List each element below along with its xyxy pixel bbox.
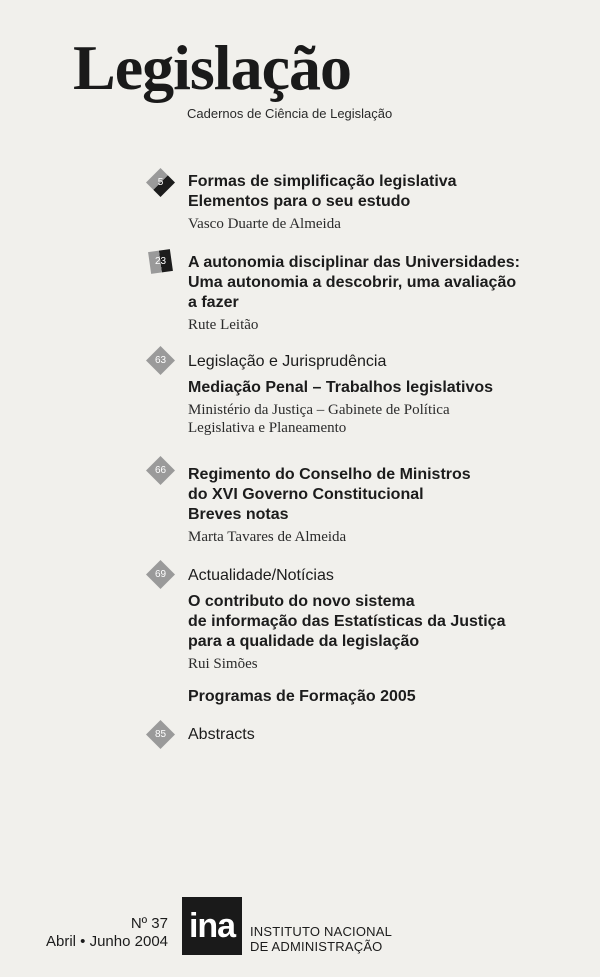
page-badge (148, 722, 173, 747)
page-badge (148, 562, 173, 587)
article-title: Formas de simplificação legislativa Elementos para o seu estudo (188, 173, 457, 210)
page-number: 69 (154, 569, 167, 580)
article-title: O contributo do novo sistema de informação das Estatísticas da Justiça para a qualidade da legislação (188, 593, 506, 650)
page-number: 66 (154, 465, 167, 476)
article-author: Rute Leitão (188, 317, 259, 333)
toc-entry[interactable] (188, 725, 578, 751)
page-number: 23 (154, 256, 167, 267)
toc-entry[interactable] (188, 253, 578, 334)
page-badge (148, 249, 173, 274)
article-author: Ministério da Justiça – Gabinete de Política Legislativa e Planeamento (188, 402, 450, 436)
article-author: Rui Simões (188, 656, 258, 672)
article-title: Mediação Penal – Trabalhos legislativos (188, 379, 494, 396)
toc-entry[interactable] (188, 352, 578, 437)
article-title: Programas de Formação 2005 (188, 688, 416, 705)
section-heading: Actualidade/Notícias (188, 567, 334, 584)
toc-entry[interactable] (188, 566, 578, 707)
masthead (73, 32, 393, 121)
journal-subtitle: Cadernos de Ciência de Legislação (187, 106, 393, 121)
page-number: 63 (154, 355, 167, 366)
page-badge (148, 348, 173, 373)
institute-name: INSTITUTO NACIONAL DE ADMINISTRAÇÃO (250, 924, 393, 954)
page-number: 5 (157, 177, 164, 188)
article-author: Marta Tavares de Almeida (188, 529, 347, 545)
page-badge (148, 170, 173, 195)
ina-logo: ina (182, 897, 242, 955)
issue-info (46, 915, 168, 951)
issue-number: Nº 37 (130, 915, 168, 932)
section-heading: Abstracts (188, 726, 255, 743)
article-author: Vasco Duarte de Almeida (188, 216, 341, 232)
toc-entry[interactable] (188, 172, 578, 233)
page-number: 85 (154, 729, 167, 740)
article-title: Regimento do Conselho de Ministros do XVI Governo Constitucional Breves notas (188, 466, 471, 523)
issue-date: Abril • Junho 2004 (46, 933, 168, 950)
page-badge (148, 458, 173, 483)
journal-title: Legislação (73, 32, 351, 103)
toc-entry[interactable] (188, 465, 578, 546)
article-title: A autonomia disciplinar das Universidades: Uma autonomia a descobrir, uma avaliação a fazer (188, 254, 520, 311)
section-heading: Legislação e Jurisprudência (188, 353, 387, 370)
